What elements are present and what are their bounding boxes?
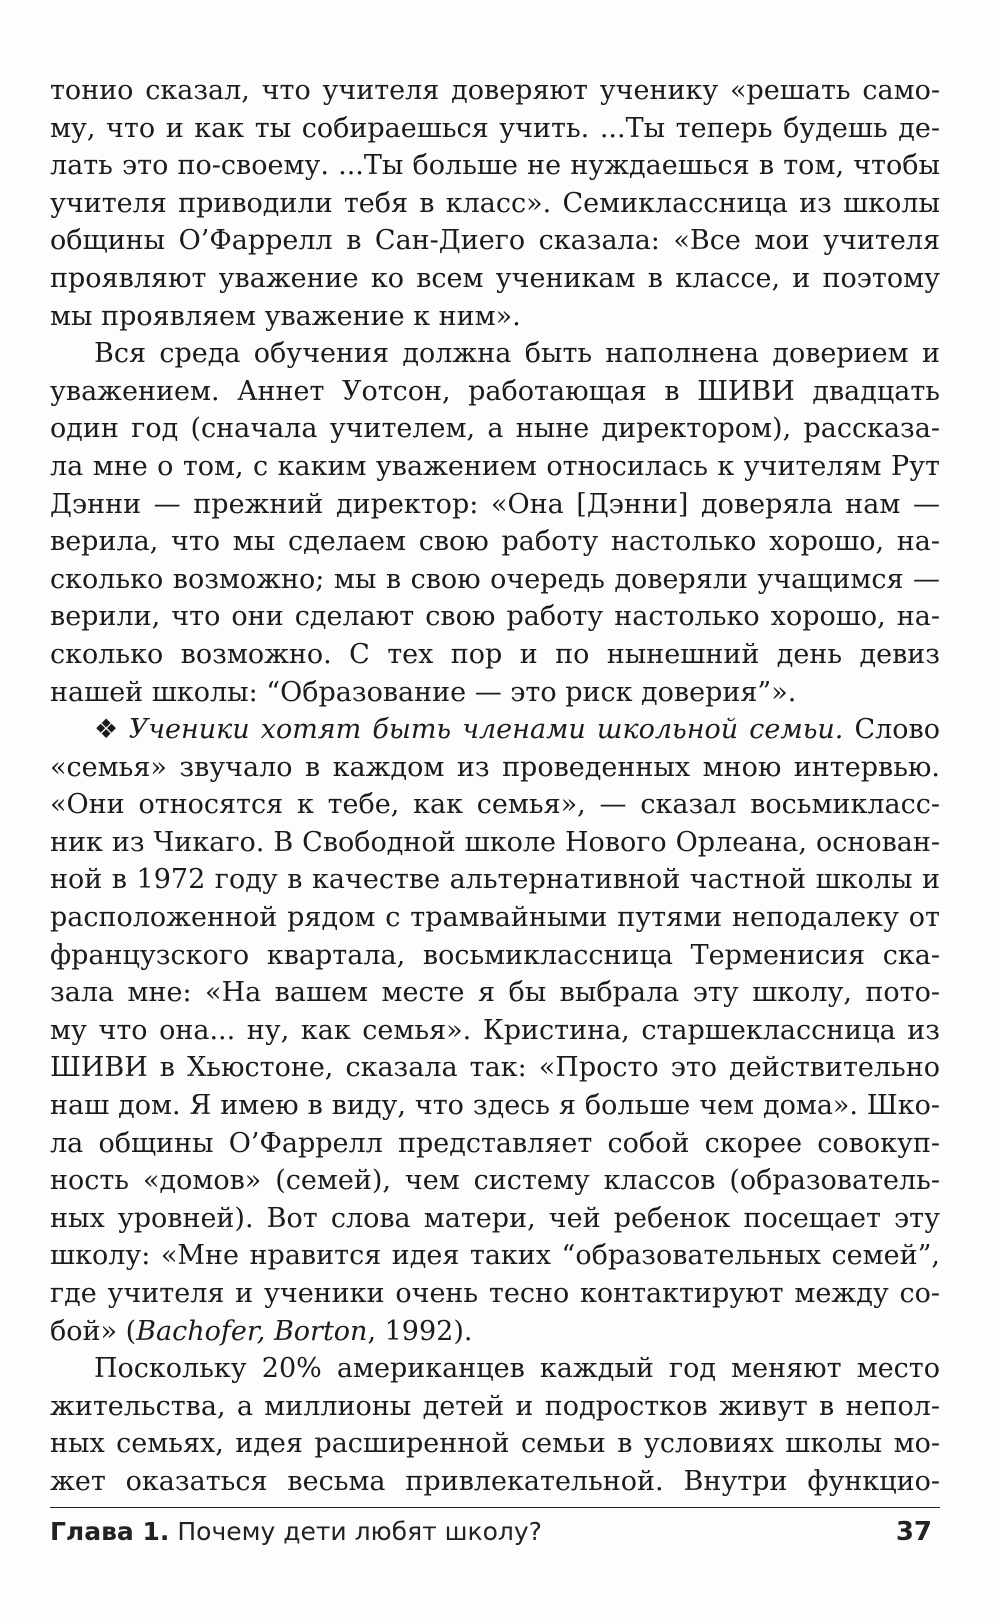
text-line: школу: «Мне нравится идея таких “образовательных семей”, bbox=[50, 1240, 940, 1272]
text-line bbox=[50, 711, 940, 749]
text-line: му что она... ну, как семья». Кристина, старшеклассница из bbox=[50, 1014, 940, 1046]
text-line: сколько возможно; мы в свою очередь доверяли учащимся — bbox=[50, 563, 940, 595]
text-line: жительства, а миллионы детей и подростков живут в непол- bbox=[50, 1390, 940, 1422]
text-line: проявляют уважение ко всем ученикам в классе, и поэтому bbox=[50, 262, 940, 294]
text-line: зала мне: «На вашем месте я бы выбрала эту школу, пото- bbox=[50, 977, 940, 1009]
page-number: 37 bbox=[895, 1517, 932, 1547]
text-line: ла мне о том, с каким уважением относилась к учителям Рут bbox=[50, 450, 940, 482]
section-lead-italic: Ученики хотят быть членами школьной семьи. bbox=[128, 714, 844, 746]
text-line: му, что и как ты собираешься учить. ...Ты теперь будешь де- bbox=[50, 112, 940, 144]
text-line: ШИВИ в Хьюстоне, сказала так: «Просто это действительно bbox=[50, 1052, 940, 1084]
text-line: общины О’Фаррелл в Сан-Диего сказала: «Все мои учителя bbox=[50, 225, 940, 257]
text-line: тонио сказал, что учителя доверяют ученику «решать само- bbox=[50, 75, 940, 106]
text-fragment: Слово bbox=[854, 714, 940, 746]
text-line: Вся среда обучения должна быть наполнена доверием и bbox=[94, 338, 940, 370]
text-line: расположенной рядом с трамвайными путями неподалеку от bbox=[50, 902, 940, 934]
paragraph-1 bbox=[50, 72, 940, 335]
paragraph-4 bbox=[50, 1350, 940, 1500]
paragraph-2 bbox=[50, 335, 940, 711]
text-line: «семья» звучало в каждом из проведенных мною интервью. bbox=[50, 751, 940, 783]
text-line: ных уровней). Вот слова матери, чей ребенок посещает эту bbox=[50, 1202, 940, 1234]
text-line: где учителя и ученики очень тесно контактируют между со- bbox=[50, 1278, 940, 1309]
text-line bbox=[50, 1313, 940, 1351]
text-line: мы проявляем уважение к ним». bbox=[50, 300, 521, 332]
text-line: французского квартала, восьмиклассница Терменисия ска- bbox=[50, 939, 940, 971]
text-line: верила, что мы сделаем свою работу настолько хорошо, на- bbox=[50, 526, 940, 558]
chapter-title: Почему дети любят школу? bbox=[177, 1517, 542, 1546]
footer-divider bbox=[50, 1507, 940, 1508]
text-line: наш дом. Я имею в виду, что здесь я больше чем дома». Шко- bbox=[50, 1090, 940, 1122]
text-line: ла общины О’Фаррелл представляет собой скорее совокуп- bbox=[50, 1127, 940, 1159]
citation-authors: Bachofer, Borton bbox=[136, 1315, 368, 1347]
text-line: уважением. Аннет Уотсон, работающая в ШИВИ двадцать bbox=[50, 375, 940, 407]
text-line: Поскольку 20% американцев каждый год меняют место bbox=[94, 1353, 940, 1385]
text-line: верили, что они сделают свою работу настолько хорошо, на- bbox=[50, 601, 940, 633]
text-line: один год (сначала учителем, а ныне директором), рассказа- bbox=[50, 413, 940, 445]
paragraph-3 bbox=[50, 711, 940, 1350]
text-line: жет оказаться весьма привлекательной. Внутри функцио- bbox=[50, 1465, 940, 1497]
text-line: Дэнни — прежний директор: «Она [Дэнни] доверяла нам — bbox=[50, 488, 940, 520]
text-line: «Они относятся к тебе, как семья», — сказал восьмикласс- bbox=[50, 789, 940, 821]
text-line: учителя приводили тебя в класс». Семиклассница из школы bbox=[50, 187, 940, 219]
text-line: нашей школы: “Образование — это риск доверия”». bbox=[50, 676, 797, 708]
page-footer bbox=[50, 1517, 940, 1557]
chapter-label: Глава 1. bbox=[50, 1517, 170, 1546]
text-line: ник из Чикаго. В Свободной школе Нового Орлеана, основан- bbox=[50, 826, 940, 858]
text-line: ных семьях, идея расширенной семьи в условиях школы мо- bbox=[50, 1428, 940, 1460]
text-line: лать это по-своему. ...Ты больше не нуждаешься в том, чтобы bbox=[50, 150, 940, 182]
diamond-bullet-icon: ❖ bbox=[94, 714, 121, 746]
text-fragment: , 1992). bbox=[367, 1315, 473, 1347]
text-fragment: бой» ( bbox=[50, 1315, 137, 1347]
text-line: ность «домов» (семей), чем систему классов (образователь- bbox=[50, 1165, 940, 1197]
text-line: сколько возможно. С тех пор и по нынешний день девиз bbox=[50, 638, 940, 670]
text-line: ной в 1972 году в качестве альтернативной частной школы и bbox=[50, 864, 940, 896]
body-text bbox=[50, 72, 940, 1501]
